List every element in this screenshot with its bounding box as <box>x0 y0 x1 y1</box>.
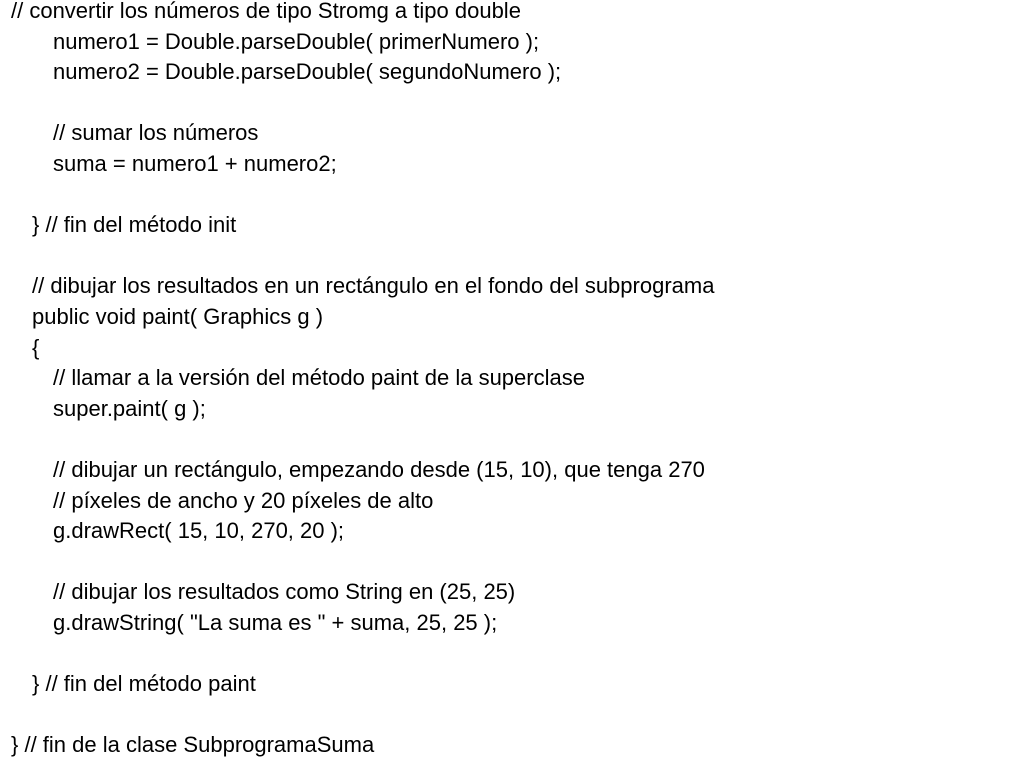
code-line: g.drawString( "La suma es " + suma, 25, 25 ); <box>53 610 498 635</box>
code-line: suma = numero1 + numero2; <box>53 151 337 176</box>
code-line: } // fin del método paint <box>32 671 256 697</box>
code-line: // sumar los números <box>53 120 259 146</box>
code-line: // convertir los números de tipo Stromg a tipo double <box>11 0 521 23</box>
code-line: // dibujar los resultados en un rectángulo en el fondo del subprograma <box>32 273 715 299</box>
code-line: // dibujar un rectángulo, empezando desde (15, 10), que tenga 270 <box>53 457 705 482</box>
code-line: } // fin del método init <box>32 212 237 238</box>
code-line: g.drawRect( 15, 10, 270, 20 ); <box>53 518 345 544</box>
code-line: } // fin de la clase SubprogramaSuma <box>11 732 375 758</box>
code-line: // dibujar los resultados como String en (25, 25) <box>53 579 516 605</box>
code-line: // llamar a la versión del método paint de la superclase <box>53 365 585 391</box>
code-line: { <box>32 334 40 360</box>
code-line: // píxeles de ancho y 20 píxeles de alto <box>53 487 434 513</box>
code-line: numero2 = Double.parseDouble( segundoNumero ); <box>53 59 562 85</box>
code-line: super.paint( g ); <box>53 395 206 421</box>
code-line: public void paint( Graphics g ) <box>32 304 324 329</box>
code-line: numero1 = Double.parseDouble( primerNumero ); <box>53 28 540 54</box>
